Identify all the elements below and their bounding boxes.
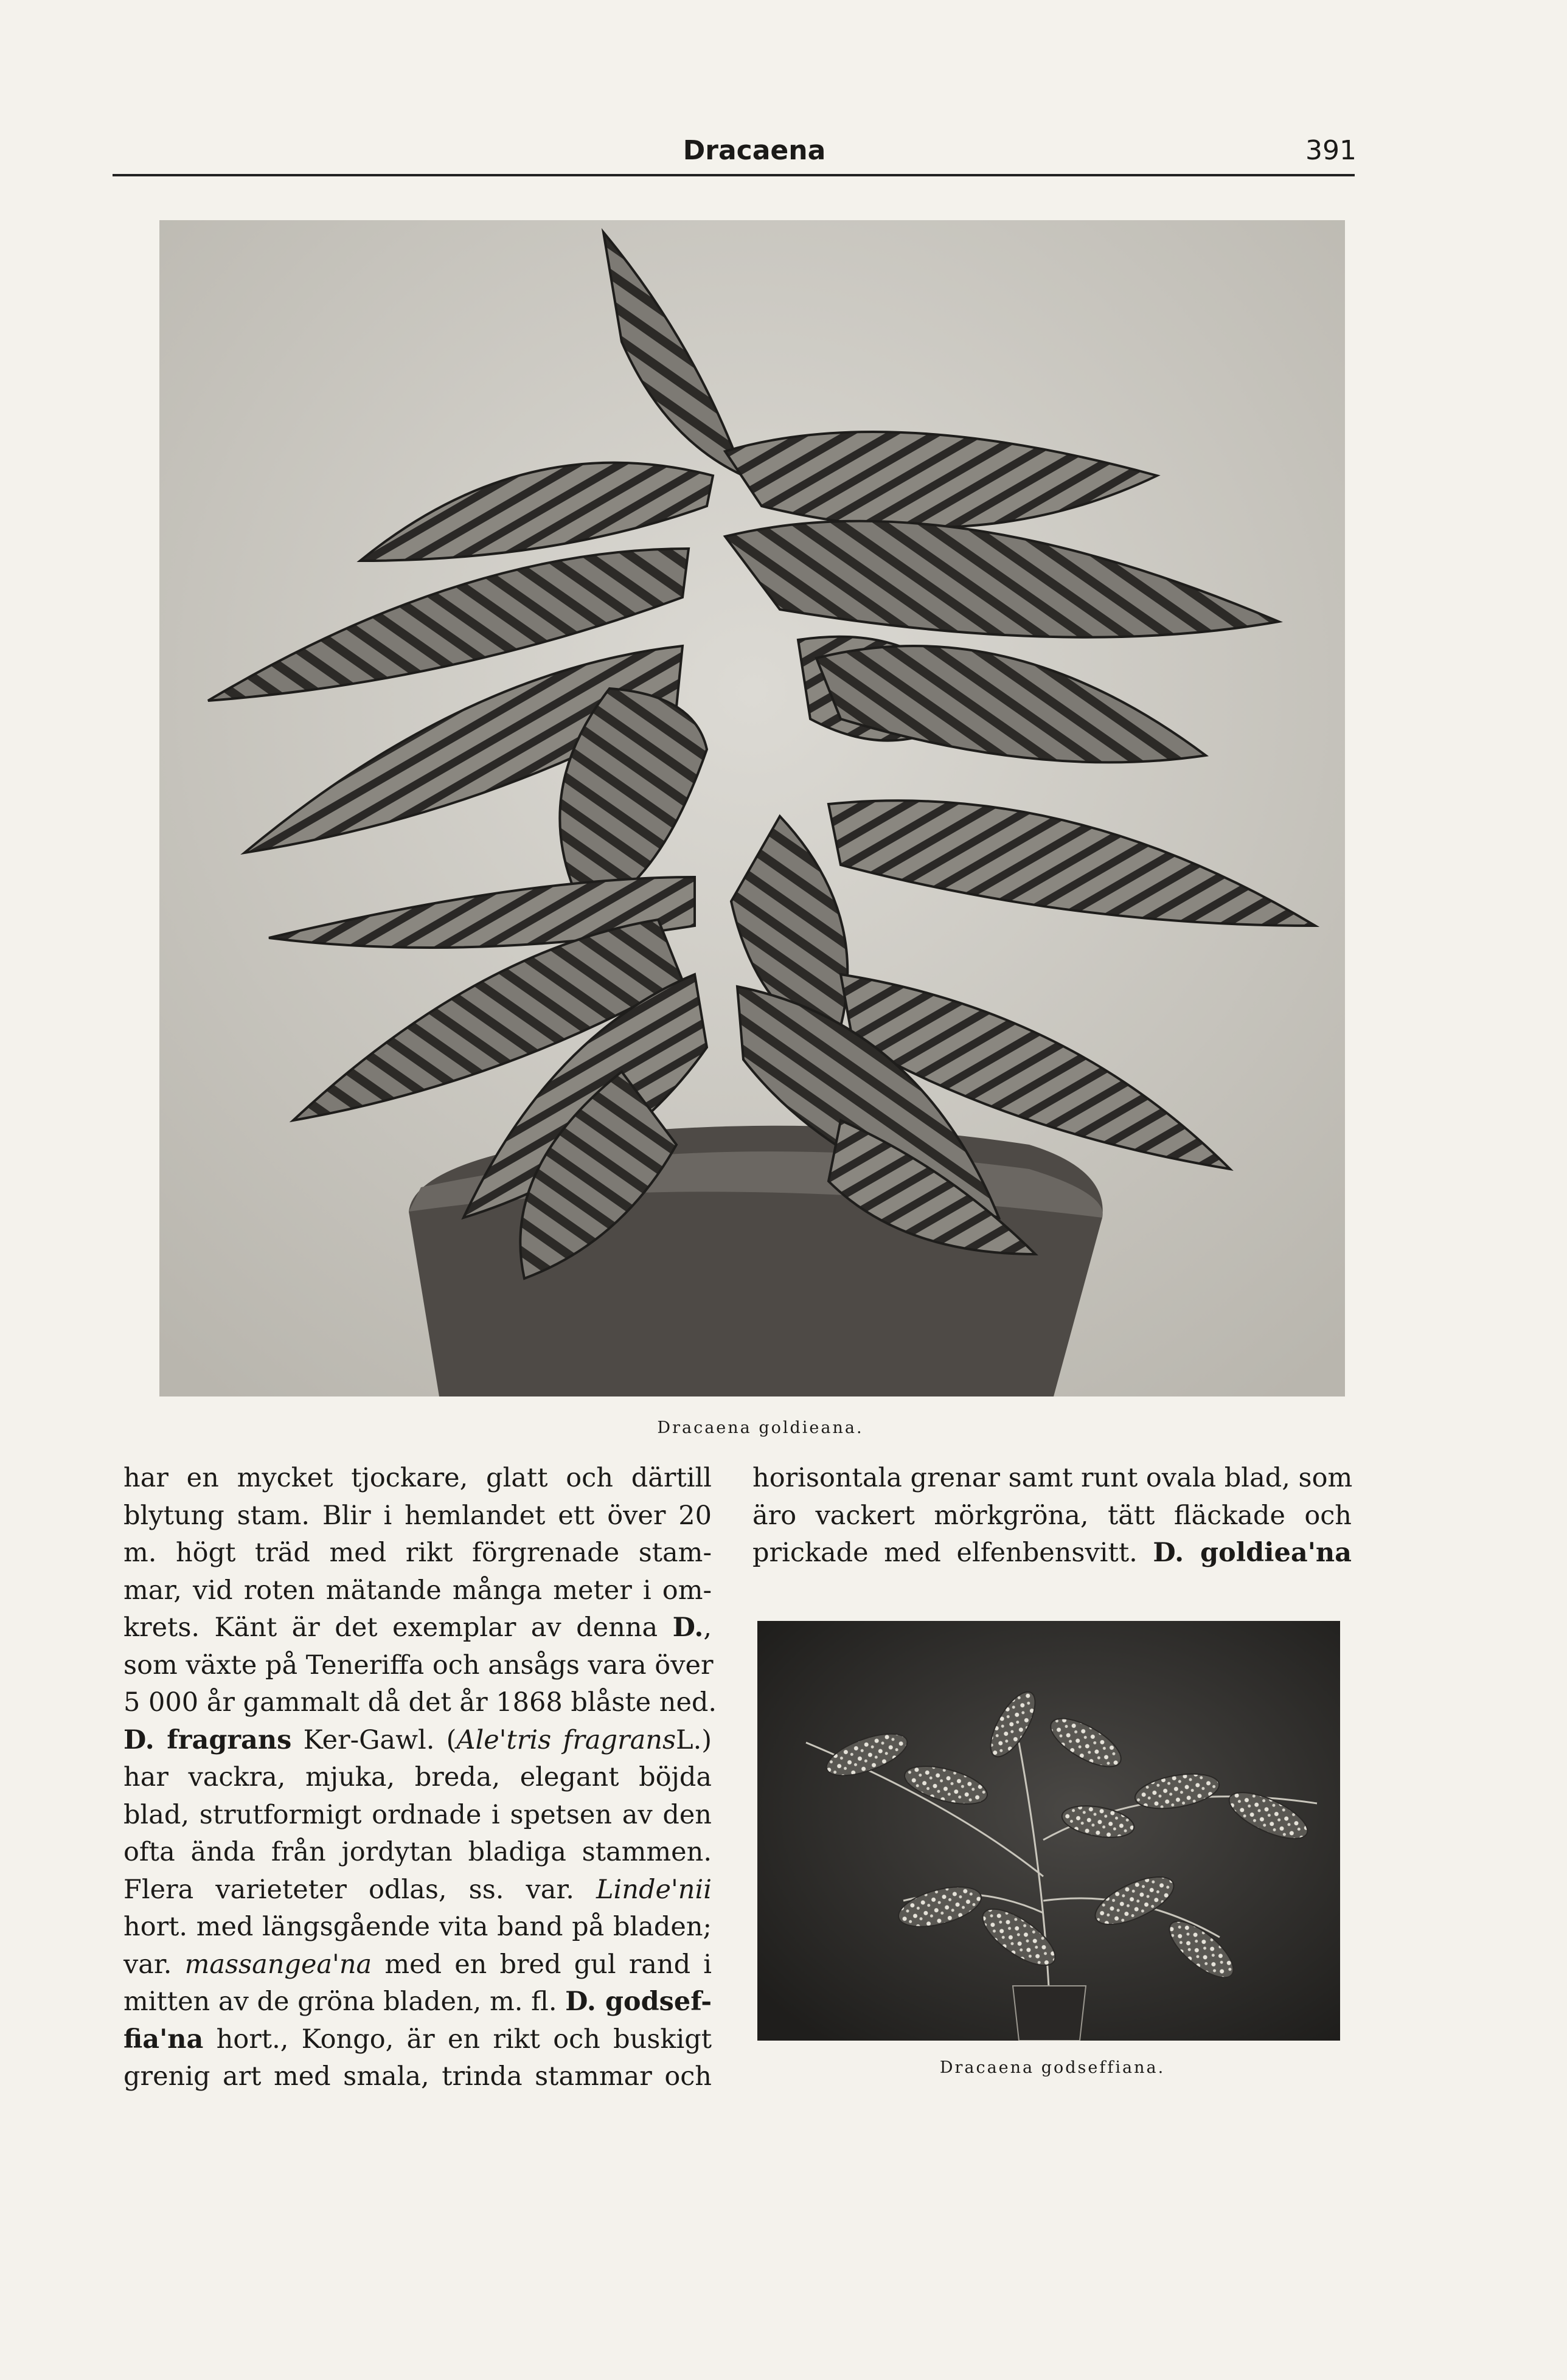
text-line: mar, vid roten mätande många meter i om- [123,1575,712,1606]
text-line [123,1946,712,1984]
figure-caption-godseffiana: Dracaena godseffiana. [939,2058,1166,2077]
text-line: blad, strutformigt ordnade i spetsen av den [123,1799,712,1830]
page-number: 391 [1305,135,1357,166]
text-line: horisontala grenar samt runt ovala blad, som [752,1463,1353,1493]
species-name-godseffiana-cont: fia'na [123,2024,204,2055]
text-line [123,1872,712,1909]
text-run: L.) [676,1724,712,1755]
text-run: var. [123,1949,185,1980]
plant-photo-godseffiana [757,1621,1340,2041]
text-line: ofta ända från jordytan bladiga stammen. [123,1837,712,1867]
header-rule [113,174,1355,176]
running-header-title: Dracaena [683,135,826,166]
variety-name: massangea'na [184,1949,372,1980]
text-line: som växte på Teneriffa och ansågs vara över [123,1650,714,1681]
text-line [752,1535,1352,1572]
plant-photo-goldieana [159,220,1345,1396]
body-text-left-column [123,1460,717,2096]
species-name-godseffiana: D. godsef- [565,1986,712,2017]
species-name-goldieana: D. goldiea'na [1153,1538,1352,1568]
text-run: hort., Kongo, är en rikt och buskigt [203,2024,712,2055]
text-run: mitten av de gröna bladen, m. fl. [123,1986,566,2017]
variety-name: Linde'nii [596,1874,712,1905]
text-run: Flera varieteter odlas, ss. var. [123,1874,596,1905]
figure-caption-goldieana: Dracaena goldieana. [657,1418,864,1437]
text-line: äro vackert mörkgröna, tätt fläckade och [752,1500,1352,1531]
text-run: med en bred gul rand i [372,1949,712,1980]
text-line: har en mycket tjockare, glatt och därtill [123,1463,712,1493]
text-line: m. högt träd med rikt förgrenade stam- [123,1538,712,1568]
text-run: Ker-Gawl. ( [291,1724,457,1755]
body-text-right-column [752,1460,1352,1572]
synonym-name: Ale'tris fragrans [456,1724,676,1755]
text-line: blytung stam. Blir i hemlandet ett över 20 [123,1500,712,1531]
text-line: hort. med längsgående vita band på bladen; [123,1912,712,1942]
text-line: 5 000 år gammalt då det år 1868 blåste ned. [123,1687,717,1718]
text-line [123,2021,712,2059]
text-run: krets. Känt är det exemplar av denna [123,1612,673,1643]
text-run: prickade med elfenbensvitt. [752,1538,1153,1568]
text-line: har vackra, mjuka, breda, elegant böjda [123,1762,712,1792]
text-line [123,1983,712,2021]
species-name-fragrans: D. fragrans [123,1724,292,1755]
text-line [123,1609,712,1647]
text-line: grenig art med smala, trinda stammar och [123,2061,712,2092]
genus-abbrev: D. [672,1612,704,1643]
text-line [123,1722,712,1760]
text-run: , [703,1612,712,1643]
